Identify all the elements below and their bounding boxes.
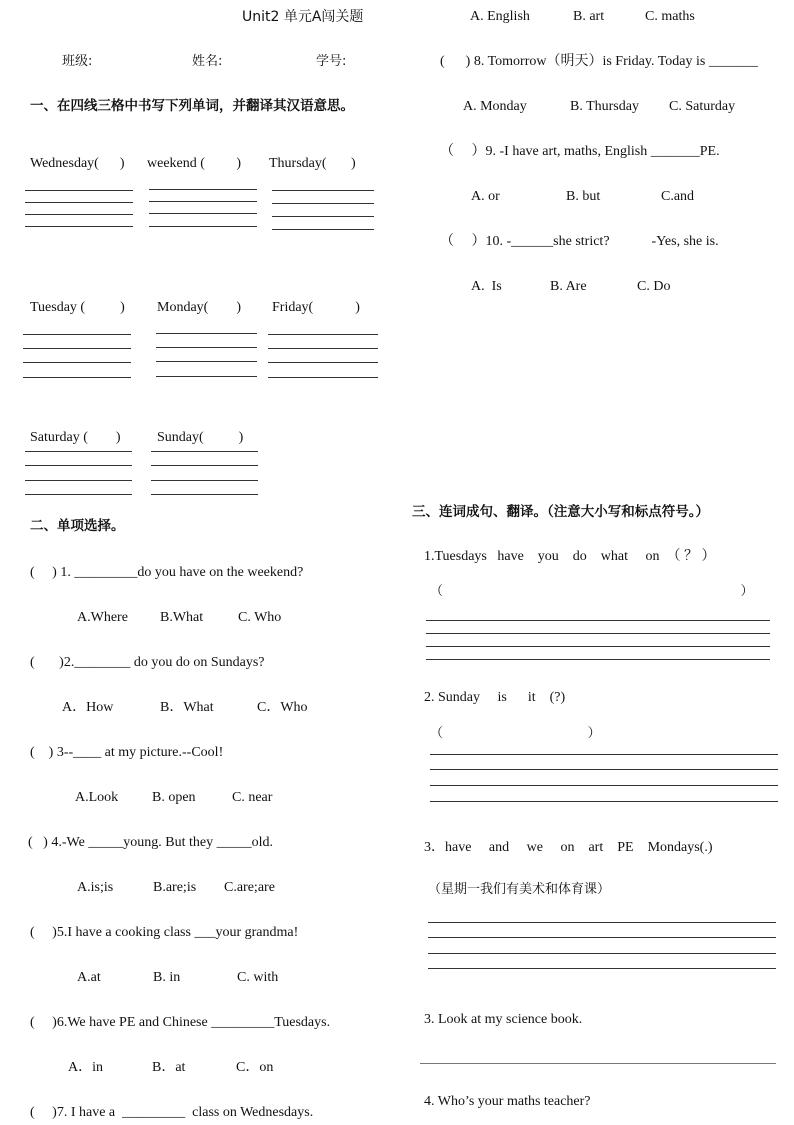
q9-option-a: A. or [471, 189, 500, 204]
student-id-label: 学号: [316, 54, 347, 69]
writing-line [23, 348, 131, 349]
question-4: ( ) 4.-We _____young. But they _____old. [28, 835, 274, 850]
q2-option-c: C．Who [257, 700, 308, 715]
question-3: ( ) 3--____ at my picture.--Cool! [30, 745, 224, 760]
answer-line [420, 1063, 776, 1064]
writing-line [25, 226, 133, 227]
writing-line [149, 226, 257, 227]
writing-line [272, 229, 374, 230]
q3-option-b: B. open [152, 790, 196, 805]
q1-option-a: A.Where [77, 610, 128, 625]
question-2: ( )2.________ do you do on Sundays? [30, 655, 265, 670]
writing-line [268, 362, 378, 363]
q3-option-c: C. near [232, 790, 273, 805]
section2-title: 二、单项选择。 [30, 518, 125, 534]
writing-line [149, 213, 257, 214]
word-thursday: Thursday( ) [269, 156, 356, 171]
q7-option-c: C. maths [645, 9, 695, 24]
writing-line [25, 214, 133, 215]
sentence-1: 1.Tuesdays have you do what on （ ？ ） [424, 549, 716, 564]
writing-line [156, 347, 257, 348]
writing-line [272, 216, 374, 217]
word-friday: Friday( ) [272, 300, 360, 315]
question-9: （ ）9. -I have art, maths, English _______PE. [440, 144, 720, 159]
q1-option-b: B.What [160, 610, 204, 625]
section3-title: 三、连词成句、翻译。（注意大小写和标点符号。） [412, 504, 709, 520]
writing-line [23, 334, 131, 335]
q6-option-c: C．on [236, 1060, 274, 1075]
q8-option-a: A. Monday [463, 99, 527, 114]
writing-line [25, 465, 132, 466]
q1-option-c: C. Who [238, 610, 282, 625]
question-1: ( ) 1. _________do you have on the weekend? [30, 565, 304, 580]
question-7: ( )7. I have a _________ class on Wednesdays. [30, 1105, 314, 1120]
sentence-4: 3. Look at my science book. [424, 1012, 583, 1027]
writing-line [268, 348, 378, 349]
writing-line [25, 480, 132, 481]
answer-line [426, 659, 770, 660]
writing-line [149, 201, 257, 202]
writing-line [151, 480, 258, 481]
q9-option-c: C.and [661, 189, 695, 204]
section1-title: 一、在四线三格中书写下列单词，并翻译其汉语意思。 [30, 98, 354, 114]
writing-line [272, 190, 374, 191]
answer-line [430, 769, 778, 770]
answer-line [426, 620, 770, 621]
q3-option-a: A.Look [75, 790, 119, 805]
question-6: ( )6.We have PE and Chinese _________Tuesdays. [30, 1015, 331, 1030]
writing-line [268, 334, 378, 335]
q2-option-a: A．How [62, 700, 114, 715]
answer-line [428, 953, 776, 954]
q8-option-c: C. Saturday [669, 99, 736, 114]
q5-option-b: B. in [153, 970, 181, 985]
writing-line [23, 362, 131, 363]
sentence-5: 4. Who’s your maths teacher? [424, 1094, 591, 1109]
writing-line [25, 190, 133, 191]
answer-line [428, 922, 776, 923]
name-label: 姓名: [192, 54, 223, 69]
q8-option-b: B. Thursday [570, 99, 639, 114]
answer-line [426, 633, 770, 634]
q7-option-a: A. English [470, 9, 530, 24]
q10-option-c: C. Do [637, 279, 671, 294]
q5-option-c: C. with [237, 970, 279, 985]
writing-line [268, 377, 378, 378]
word-wednesday: Wednesday( ) [30, 156, 125, 171]
answer-line [428, 937, 776, 938]
writing-line [151, 494, 258, 495]
q7-option-b: B. art [573, 9, 605, 24]
sentence-3-translation: （星期一我们有美术和体育课） [428, 882, 611, 897]
class-label: 班级: [62, 54, 93, 69]
answer-line [426, 646, 770, 647]
writing-line [151, 451, 258, 452]
word-saturday: Saturday ( ) [30, 430, 121, 445]
writing-line [149, 189, 257, 190]
sentence-2: 2. Sunday is it (?) [424, 690, 566, 705]
question-5: ( )5.I have a cooking class ___your grandma! [30, 925, 299, 940]
writing-line [156, 361, 257, 362]
sentence-1-paren: （ ） [430, 584, 754, 599]
writing-line [25, 494, 132, 495]
q5-option-a: A.at [77, 970, 101, 985]
q10-option-b: B. Are [550, 279, 587, 294]
writing-line [151, 465, 258, 466]
word-monday: Monday( ) [157, 300, 241, 315]
answer-line [430, 754, 778, 755]
q6-option-b: B．at [152, 1060, 186, 1075]
sentence-3: 3．have and we on art PE Mondays(.) [424, 840, 713, 855]
answer-line [430, 801, 778, 802]
q2-option-b: B．What [160, 700, 214, 715]
writing-line [25, 202, 133, 203]
q9-option-b: B. but [566, 189, 601, 204]
q4-option-c: C.are;are [224, 880, 275, 895]
word-weekend: weekend ( ) [147, 156, 242, 171]
q4-option-a: A.is;is [77, 880, 114, 895]
question-8: ( ) 8. Tomorrow（明天）is Friday. Today is _______ [440, 54, 758, 69]
writing-line [272, 203, 374, 204]
word-sunday: Sunday( ) [157, 430, 244, 445]
answer-line [430, 785, 778, 786]
writing-line [25, 451, 132, 452]
sentence-2-paren: （ ） [430, 726, 601, 741]
q6-option-a: A．in [68, 1060, 103, 1075]
word-tuesday: Tuesday ( ) [30, 300, 125, 315]
answer-line [428, 968, 776, 969]
writing-line [156, 376, 257, 377]
page-title: Unit2 单元A闯关题 [242, 9, 364, 25]
writing-line [23, 377, 131, 378]
q10-option-a: A. Is [471, 279, 502, 294]
q4-option-b: B.are;is [153, 880, 197, 895]
writing-line [156, 333, 257, 334]
question-10: （ ）10. -______she strict? -Yes, she is. [440, 234, 719, 249]
